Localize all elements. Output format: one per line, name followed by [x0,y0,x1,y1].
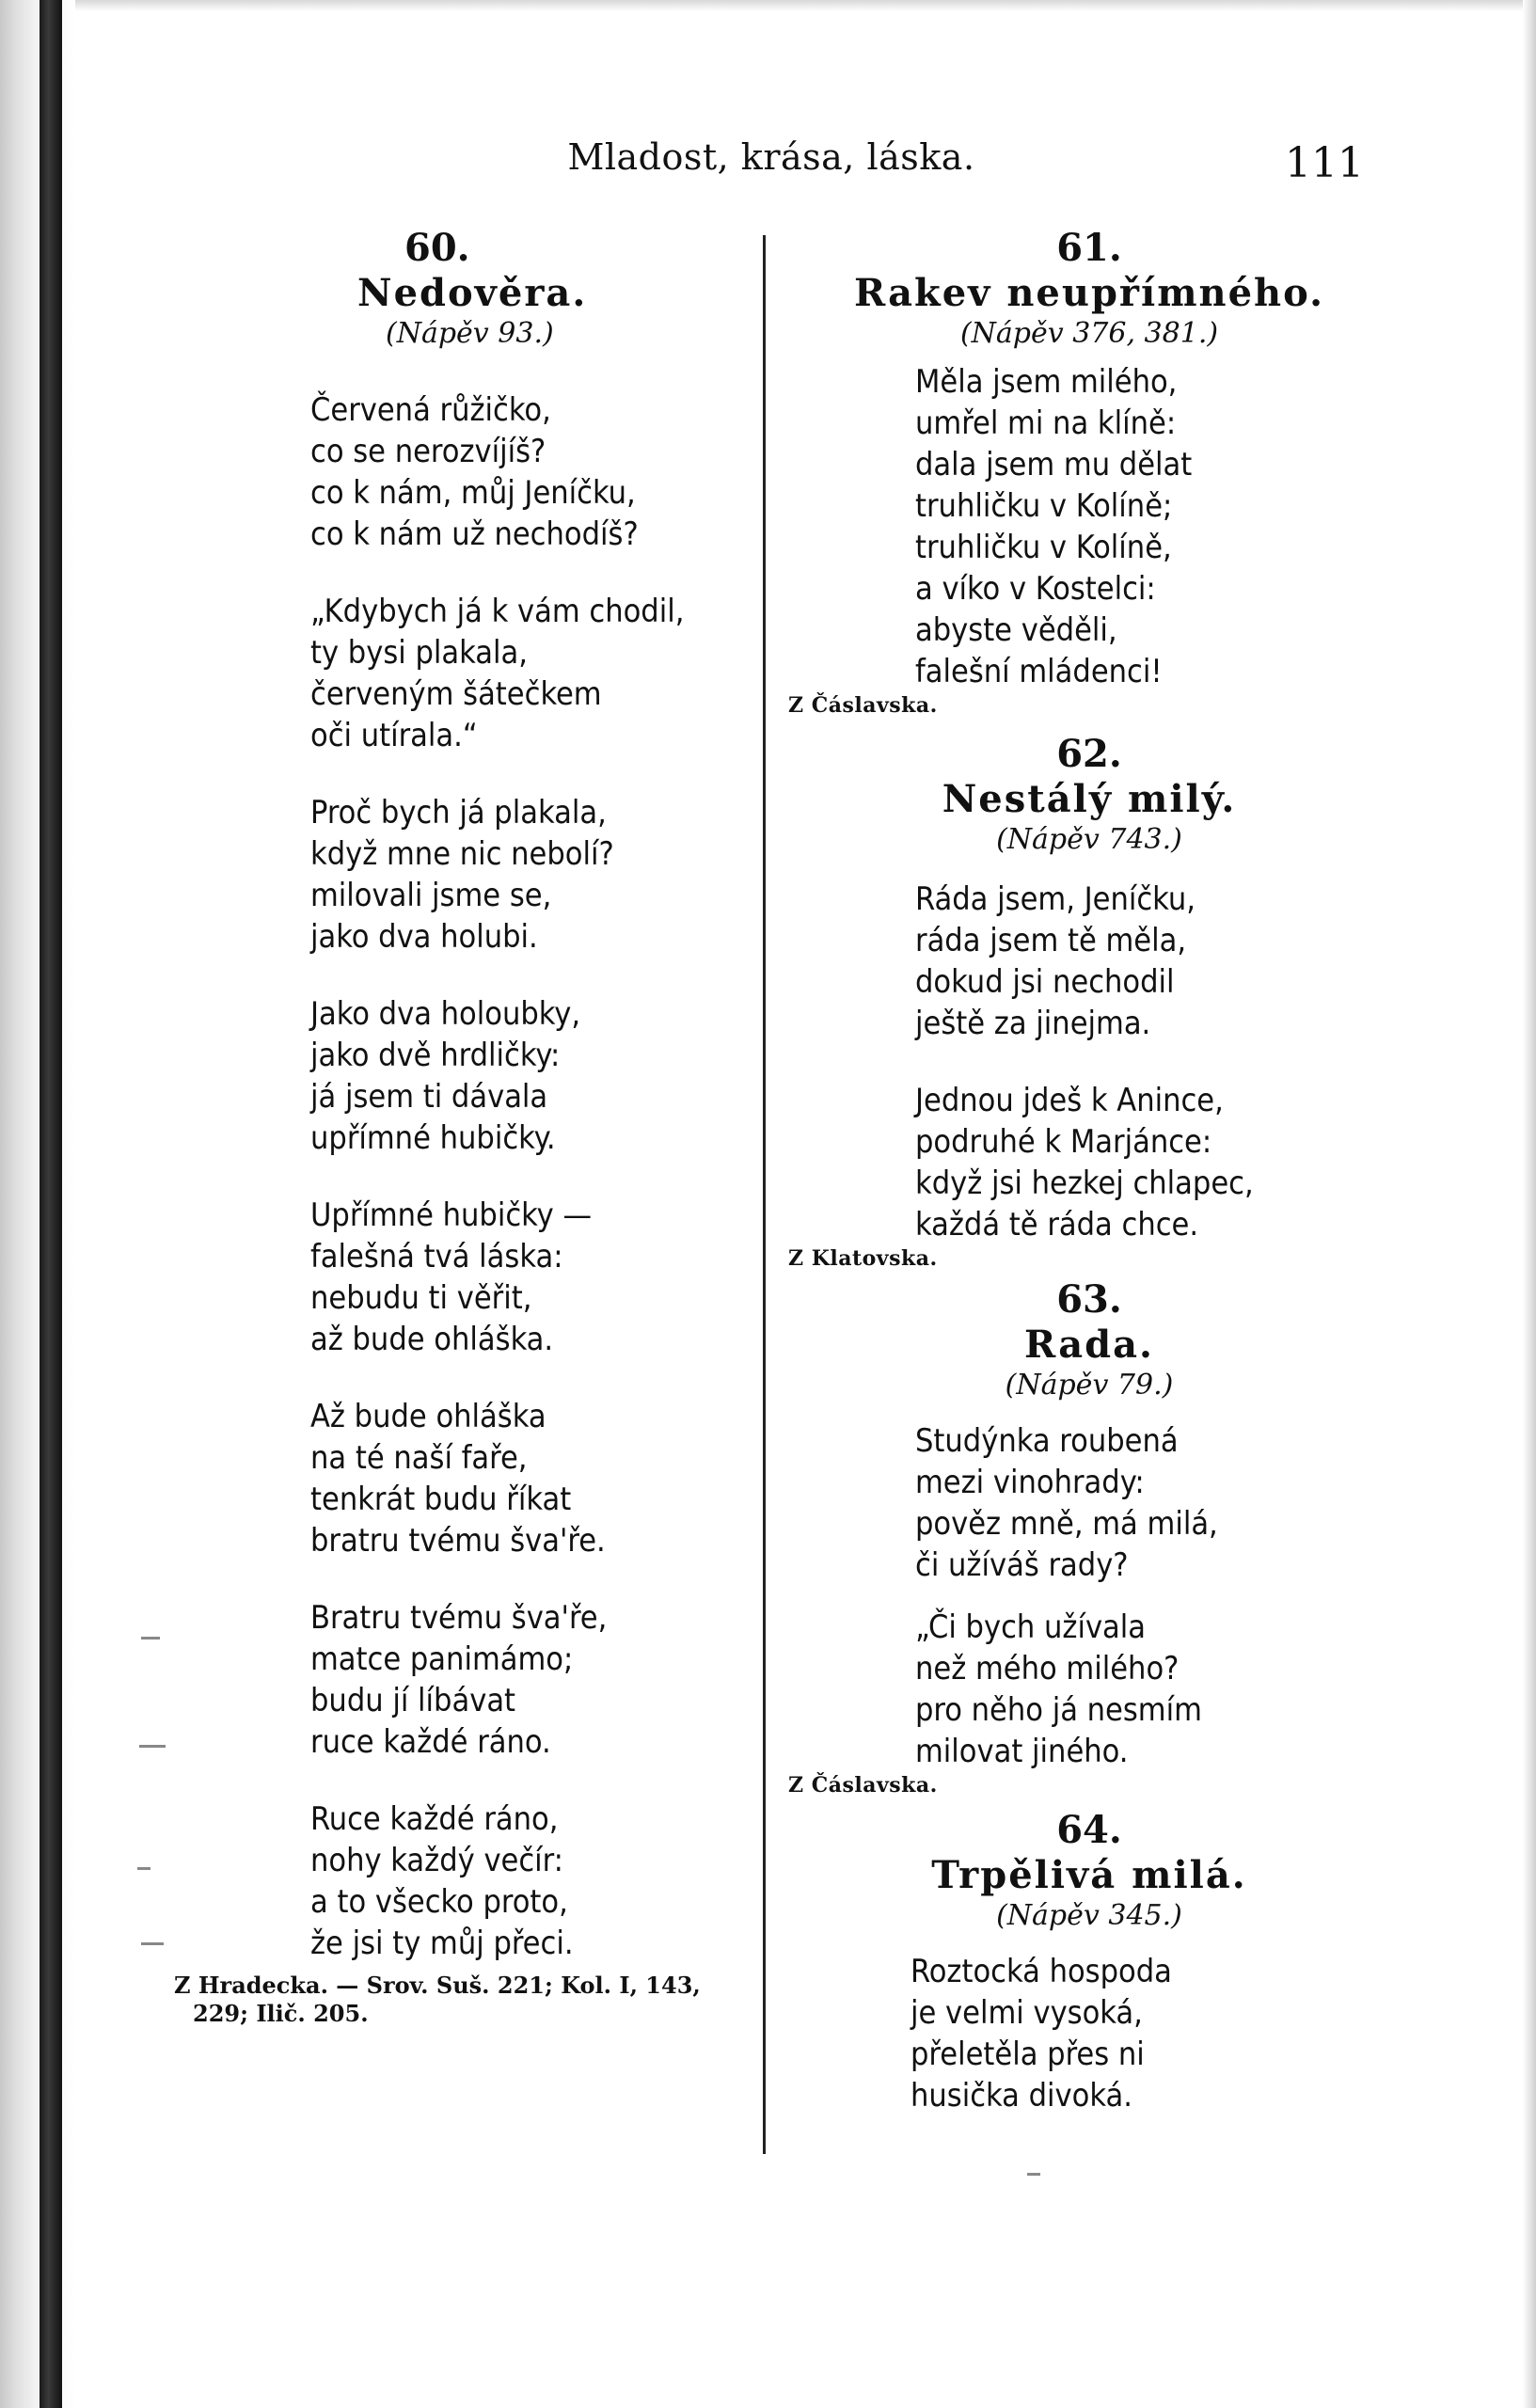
verse-line: ruce každé ráno. [310,1723,551,1761]
verse-line: „Či bych užívala [915,1608,1147,1646]
source-note-63: Z Čáslavska. [788,1773,938,1798]
verse-line: dokud jsi nechodil [915,963,1175,1001]
song-body-64 [788,1951,1390,2116]
stanza [310,993,752,1159]
margin-mark [137,1867,150,1870]
verse-line: Bratru tvému šva'ře, [310,1599,608,1637]
stanza [310,389,752,555]
song-title-61: Rakev neupřímného. [853,271,1325,315]
song-title-63: Rada. [1024,1323,1154,1367]
verse-line: tenkrát budu říkat [310,1481,572,1518]
verse-line: červeným šátečkem [310,675,602,713]
book-spine-shadow [0,0,75,2408]
book-spine-binding [40,0,62,2408]
song-napev-64: (Nápěv 345.) [996,1899,1182,1932]
song-title-64: Trpělivá milá. [931,1853,1247,1897]
verse-line: co k nám, můj Jeníčku, [310,474,636,512]
source-note-62: Z Klatovska. [788,1246,938,1271]
margin-mark [141,1942,164,1945]
stanza [310,1597,752,1763]
verse-line: že jsi ty můj přeci. [310,1925,574,1962]
verse-line: upřímné hubičky. [310,1119,556,1157]
column-divider [763,235,766,2154]
verse-line: pověz mně, má milá, [915,1505,1218,1543]
verse-line: Studýnka roubená [915,1422,1179,1460]
verse-line: umřel mi na klíně: [915,404,1177,442]
stanza [911,1951,1390,2116]
song-title-60: Nedověra. [357,271,588,315]
verse-line: Ráda jsem, Jeníčku, [915,880,1196,918]
stanza [915,361,1390,692]
verse-line: když jsi hezkej chlapec, [915,1164,1254,1202]
song-body-61 [788,361,1390,692]
song-number-60 [150,226,752,271]
verse-line: „Kdybych já k vám chodil, [310,593,685,630]
verse-line: co se nerozvíjíš? [310,433,546,470]
verse-line: oči utírala.“ [310,717,478,754]
verse-line: milovat jiného. [915,1733,1129,1770]
verse-line: Roztocká hospoda [911,1953,1172,1990]
source-note-60-cont: 229; Ilič. 205. [193,2000,369,2027]
source-note-61: Z Čáslavska. [788,693,938,718]
page-top-edge [0,0,1536,11]
verse-line: podruhé k Marjánce: [915,1123,1212,1161]
stanza [310,1798,752,1964]
song-napev-63: (Nápěv 79.) [1005,1369,1174,1402]
stanza [310,591,752,756]
song-body-60 [150,389,752,1964]
verse-line: než mého milého? [915,1650,1180,1687]
page-right-edge [1523,0,1536,2408]
verse-line: když mne nic nebolí? [310,835,614,873]
verse-line: já jsem ti dávala [310,1078,548,1116]
stanza [915,879,1390,1044]
verse-line: pro něho já nesmím [915,1691,1202,1729]
stanza [915,1080,1390,1245]
verse-line: na té naší faře, [310,1439,528,1477]
song-body-62 [788,879,1390,1245]
verse-line: a víko v Kostelci: [915,570,1156,608]
verse-line: falešná tvá láska: [310,1238,563,1275]
verse-line: či užíváš rady? [915,1546,1129,1584]
song-number-62: 62. [1056,732,1122,776]
verse-line: je velmi vysoká, [911,1994,1143,2032]
verse-line: mezi vinohrady: [915,1464,1145,1501]
left-column [150,226,752,2028]
stanza [310,1396,752,1561]
stanza [310,1195,752,1360]
song-number-text: 60. [404,226,470,270]
song-number-63: 63. [1056,1277,1122,1322]
stanza [915,1420,1390,1586]
verse-line: co k nám už nechodíš? [310,515,639,553]
verse-line: nohy každý večír: [310,1842,563,1879]
verse-line: truhličku v Kolíně; [915,487,1173,525]
verse-line: truhličku v Kolíně, [915,529,1172,566]
verse-line: jako dva holubi. [310,918,538,956]
verse-line: ty bysi plakala, [310,634,528,672]
page-number: 111 [1285,139,1364,187]
verse-line: Proč bych já plakala, [310,794,607,832]
song-napev-61: (Nápěv 376, 381.) [959,317,1219,350]
verse-line: Až bude ohláška [310,1398,546,1435]
right-column [788,226,1390,2152]
song-body-63 [788,1420,1390,1772]
song-number-61: 61. [1056,226,1122,270]
verse-line: Jednou jdeš k Anince, [915,1082,1224,1119]
source-note-60: Z Hradecka. — Srov. Suš. 221; Kol. I, 143, [174,1972,701,1999]
song-title-62: Nestálý milý. [942,777,1237,821]
running-header: Mladost, krása, láska. [567,136,975,178]
verse-line: až bude ohláška. [310,1321,554,1358]
verse-line: Upřímné hubičky — [310,1196,593,1234]
verse-line: Měla jsem milého, [915,363,1178,401]
stanza [915,1607,1390,1772]
verse-line: husička divoká. [911,2077,1132,2115]
verse-line: milovali jsme se, [310,877,552,914]
verse-line: abyste věděli, [915,611,1117,649]
verse-line: každá tě ráda chce. [915,1206,1199,1244]
verse-line: ještě za jinejma. [915,1005,1151,1042]
verse-line: nebudu ti věřit, [310,1279,532,1317]
margin-mark [1027,2173,1040,2176]
song-napev-60: (Nápěv 93.) [386,317,554,350]
song-napev-62: (Nápěv 743.) [996,823,1182,856]
verse-line: a to všecko proto, [310,1883,568,1921]
song-number-64: 64. [1056,1808,1122,1852]
verse-line: Ruce každé ráno, [310,1800,559,1838]
verse-line: falešní mládenci! [915,653,1163,690]
verse-line: ráda jsem tě měla, [915,922,1187,959]
verse-line: budu jí líbávat [310,1682,516,1719]
verse-line: přeletěla přes ni [911,2036,1145,2073]
margin-mark [141,1637,160,1640]
verse-line: bratru tvému šva'ře. [310,1522,606,1560]
verse-line: Jako dva holoubky, [310,995,581,1033]
verse-line: dala jsem mu dělat [915,446,1193,483]
verse-line: Červená růžičko, [310,391,551,429]
verse-line: jako dvě hrdličky: [310,1037,561,1074]
verse-line: matce panimámo; [310,1640,574,1678]
stanza [310,792,752,958]
margin-mark [139,1745,166,1748]
